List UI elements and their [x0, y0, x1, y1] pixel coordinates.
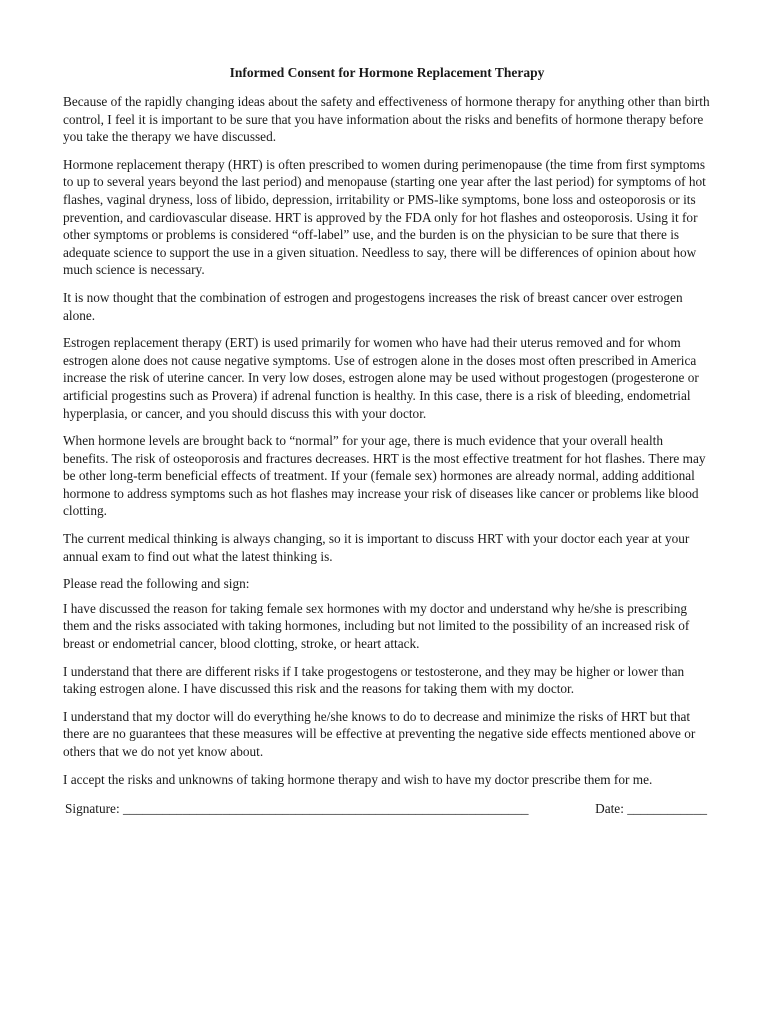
paragraph-read-and-sign: Please read the following and sign: — [63, 576, 250, 592]
paragraph-hrt: Hormone replacement therapy (HRT) is often prescribed to women during perimenopause (the time from first symptoms to up to several years beyond the last period) and menopause (starting one year after the last period) for symptoms of hot flashes, vaginal dryness, loss of libido, depression, irritability or PMS-like symptoms, bone loss and osteoporosis or its prevention, and cardiovascular disease. HRT is approved by the FDA only for hot flashes and osteoporosis. Using it for other symptoms or problems is considered “off-label” use, and the burden is on the physician to be sure that there is adequate science to support the use in a given situation. Needless to say, there will be differences of opinion about how much science is necessary. — [63, 156, 706, 278]
paragraph-acknowledge-risks: I understand that there are different risks if I take progestogens or testosterone, and they may be higher or lower than taking estrogen alone. I have discussed this risk and the reasons for taking them with my doctor. — [63, 663, 685, 697]
consent-document — [63, 64, 711, 818]
paragraph-acknowledge-discussion: I have discussed the reason for taking female sex hormones with my doctor and understand why he/she is prescribing them and the risks associated with taking hormones, including but not limited to the possibility of an increased risk of breast or endometrial cancer, blood clotting, stroke, or heart attack. — [63, 600, 690, 652]
paragraph-intro: Because of the rapidly changing ideas about the safety and effectiveness of hormone therapy for anything other than birth control, I feel it is important to be sure that you have information about the risks and benefits of hormone therapy before you take the therapy we have discussed. — [63, 94, 710, 145]
paragraph-acknowledge-guarantees: I understand that my doctor will do everything he/she knows to do to decrease and minimize the risks of HRT but that there are no guarantees that these measures will be effective at preventing the negative side effects mentioned above or others that we do not yet know about. — [63, 708, 696, 759]
paragraph-annual-review: The current medical thinking is always changing, so it is important to discuss HRT with your doctor each year at your annual exam to find out what the latest thinking is. — [63, 531, 690, 564]
document-title: Informed Consent for Hormone Replacement Therapy — [229, 65, 545, 80]
signature-row — [63, 800, 711, 818]
paragraph-combination-risk: It is now thought that the combination of estrogen and progestogens increases the risk of breast cancer over estrogen alone. — [63, 289, 683, 323]
signature-field[interactable]: Signature: _____________________________________________________________ — [65, 801, 529, 817]
paragraph-ert: Estrogen replacement therapy (ERT) is used primarily for women who have had their uterus removed and for whom estrogen alone does not cause negative symptoms. Use of estrogen alone in the doses most often prescribed in America increase the risk of uterine cancer. In very low doses, estrogen alone may be used without progestogen (progesterone or artificial progestins such as Provera) if adrenal function is healthy. In this case, there is a risk of bleeding, endometrial hyperplasia, or cancer, and you should discuss this with your doctor. — [63, 335, 699, 421]
date-field[interactable]: Date: ____________ — [595, 801, 707, 817]
paragraph-accept: I accept the risks and unknowns of taking hormone therapy and wish to have my doctor prescribe them for me. — [63, 771, 653, 787]
paragraph-benefits: When hormone levels are brought back to “normal” for your age, there is much evidence that your overall health benefits. The risk of osteoporosis and fractures decreases. HRT is the most effective treatment for hot flashes. There may be other long-term beneficial effects of treatment. If your (female sex) hormones are already normal, adding additional hormone to address symptoms such as hot flashes may increase your risk of diseases like cancer or problems like blood clotting. — [63, 433, 706, 519]
